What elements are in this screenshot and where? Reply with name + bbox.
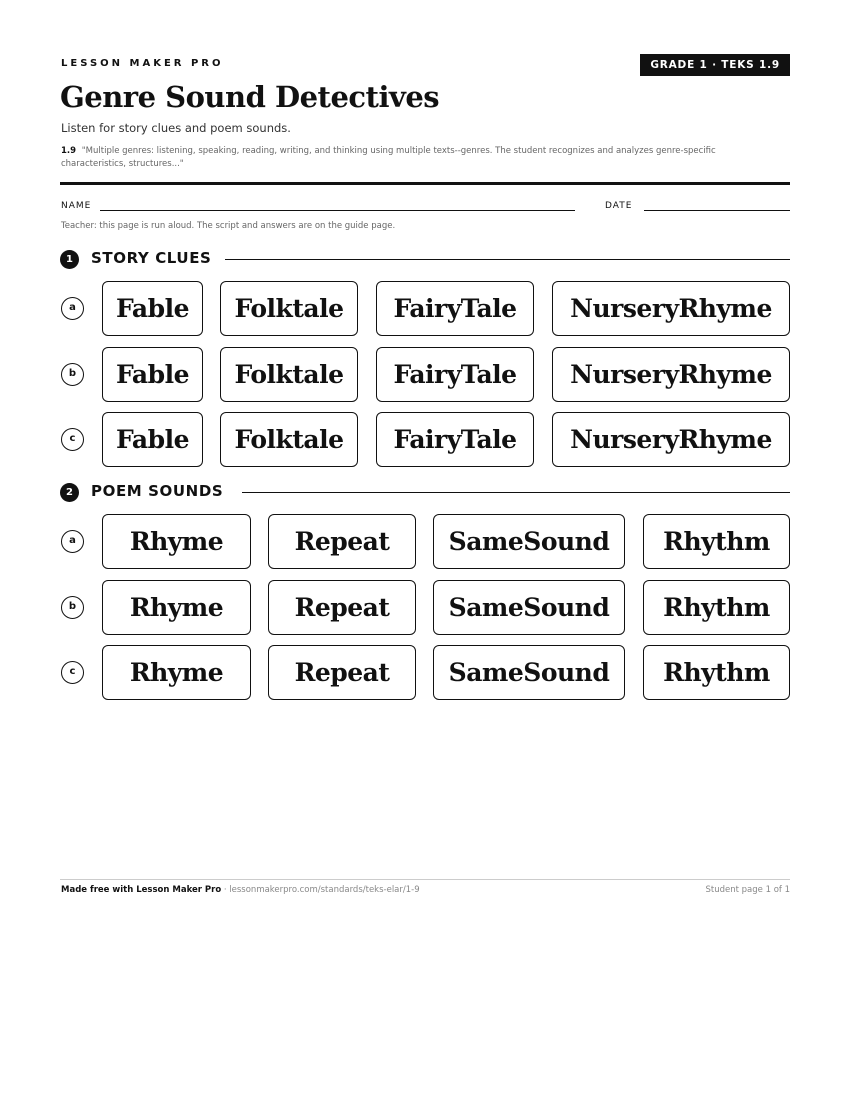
- date-field[interactable]: [644, 210, 790, 211]
- section-divider: [225, 259, 790, 260]
- choice-samesound[interactable]: SameSound: [433, 645, 625, 700]
- choice-rhythm[interactable]: Rhythm: [643, 514, 790, 569]
- choice-nurseryrhyme[interactable]: NurseryRhyme: [552, 281, 790, 336]
- choice-repeat[interactable]: Repeat: [268, 645, 416, 700]
- section-number: 2: [60, 483, 79, 502]
- date-label: DATE: [605, 201, 633, 211]
- choice-folktale[interactable]: Folktale: [220, 412, 358, 467]
- choice-folktale[interactable]: Folktale: [220, 281, 358, 336]
- header-divider: [60, 182, 790, 185]
- choice-nurseryrhyme[interactable]: NurseryRhyme: [552, 412, 790, 467]
- name-label: NAME: [61, 201, 92, 211]
- footer-credit: [61, 885, 420, 895]
- section-divider: [242, 492, 790, 493]
- choice-repeat[interactable]: Repeat: [268, 580, 416, 635]
- choice-rhythm[interactable]: Rhythm: [643, 645, 790, 700]
- section-title: POEM SOUNDS: [91, 482, 224, 500]
- choice-repeat[interactable]: Repeat: [268, 514, 416, 569]
- page-number: Student page 1 of 1: [705, 885, 790, 895]
- row-letter-a: a: [61, 530, 84, 553]
- grade-badge: GRADE 1 · TEKS 1.9: [640, 54, 790, 76]
- row-letter-c: c: [61, 428, 84, 451]
- choice-rhyme[interactable]: Rhyme: [102, 580, 251, 635]
- choice-fairytale[interactable]: FairyTale: [376, 412, 534, 467]
- row-letter-b: b: [61, 363, 84, 386]
- choice-fable[interactable]: Fable: [102, 412, 203, 467]
- choice-fairytale[interactable]: FairyTale: [376, 347, 534, 402]
- choice-rhythm[interactable]: Rhythm: [643, 580, 790, 635]
- section-number: 1: [60, 250, 79, 269]
- choice-fable[interactable]: Fable: [102, 281, 203, 336]
- footer-divider: [60, 879, 790, 880]
- row-letter-c: c: [61, 661, 84, 684]
- section-poem-sounds: [60, 482, 790, 502]
- brand-name: LESSON MAKER PRO: [61, 58, 224, 69]
- choice-folktale[interactable]: Folktale: [220, 347, 358, 402]
- teacher-note: Teacher: this page is run aloud. The script and answers are on the guide page.: [61, 221, 396, 231]
- choice-samesound[interactable]: SameSound: [433, 514, 625, 569]
- section-title: STORY CLUES: [91, 249, 212, 267]
- choice-samesound[interactable]: SameSound: [433, 580, 625, 635]
- choice-nurseryrhyme[interactable]: NurseryRhyme: [552, 347, 790, 402]
- row-letter-b: b: [61, 596, 84, 619]
- choice-rhyme[interactable]: Rhyme: [102, 514, 251, 569]
- section-story-clues: [60, 249, 790, 269]
- standard-description: [61, 145, 761, 171]
- made-with-text: Made free with Lesson Maker Pro: [61, 885, 222, 895]
- row-letter-a: a: [61, 297, 84, 320]
- choice-fable[interactable]: Fable: [102, 347, 203, 402]
- name-field[interactable]: [100, 210, 575, 211]
- standard-text: "Multiple genres: listening, speaking, reading, writing, and thinking using multiple texts--genres. The student recognizes and analyzes genre-specific characteristics, structures...": [61, 146, 716, 169]
- standard-code: 1.9: [61, 146, 77, 156]
- footer-url[interactable]: · lessonmakerpro.com/standards/teks-elar/1-9: [221, 885, 420, 895]
- choice-rhyme[interactable]: Rhyme: [102, 645, 251, 700]
- page-title: Genre Sound Detectives: [60, 80, 440, 114]
- choice-fairytale[interactable]: FairyTale: [376, 281, 534, 336]
- page-subtitle: Listen for story clues and poem sounds.: [61, 121, 291, 135]
